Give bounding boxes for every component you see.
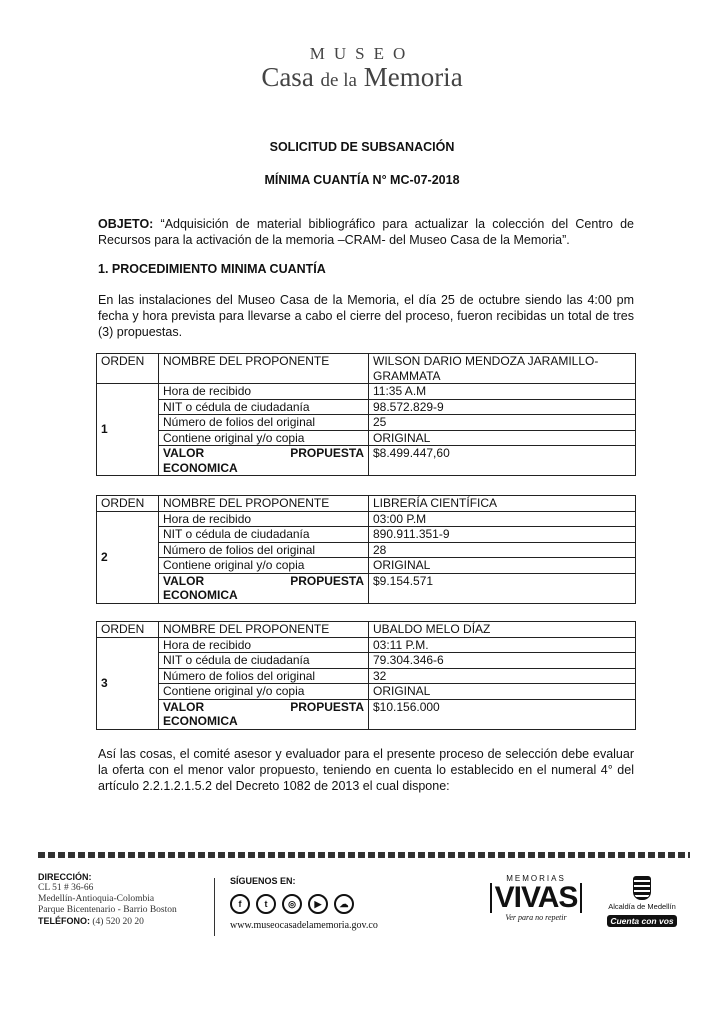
economica-word: ECONOMICA <box>163 588 238 602</box>
proponent-name: WILSON DARIO MENDOZA JARAMILLO- GRAMMATA <box>369 354 636 384</box>
valor-word: VALOR <box>163 573 205 588</box>
crest-icon <box>633 876 651 900</box>
logo-main-text <box>0 62 724 93</box>
economica-word: ECONOMICA <box>163 714 238 728</box>
nit-label: NIT o cédula de ciudadanía <box>159 653 369 669</box>
proposal-table-1 <box>96 353 636 476</box>
hora-label: Hora de recibido <box>159 637 369 653</box>
orden-header: ORDEN <box>97 622 159 638</box>
logo-top-text: MUSEO <box>309 44 415 63</box>
nit-value: 890.911.351-9 <box>369 527 636 543</box>
folios-value: 32 <box>369 668 636 684</box>
museum-logo <box>0 44 724 93</box>
section-heading: 1. PROCEDIMIENTO MINIMA CUANTÍA <box>98 262 326 276</box>
table-row <box>97 354 636 384</box>
memorias-vivas-logo <box>490 874 582 922</box>
address-line: Parque Bicentenario - Barrio Boston <box>38 905 177 915</box>
valor-label <box>159 699 369 729</box>
nombre-header: NOMBRE DEL PROPONENTE <box>159 622 369 638</box>
table-row <box>97 558 636 574</box>
table-row <box>97 699 636 729</box>
contiene-label: Contiene original y/o copia <box>159 558 369 574</box>
address-line: CL 51 # 36-66 <box>38 883 94 893</box>
logo-word-dela: de la <box>320 70 357 91</box>
table-row <box>97 684 636 700</box>
nombre-header: NOMBRE DEL PROPONENTE <box>159 354 369 384</box>
nit-label: NIT o cédula de ciudadanía <box>159 399 369 415</box>
table-row <box>97 430 636 446</box>
valor-value: $9.154.571 <box>369 573 636 603</box>
table-row <box>97 399 636 415</box>
table-row <box>97 496 636 512</box>
orden-header: ORDEN <box>97 354 159 384</box>
document-subtitle: MÍNIMA CUANTÍA N° MC-07-2018 <box>264 173 460 187</box>
document-title: SOLICITUD DE SUBSANACIÓN <box>269 140 455 154</box>
logo-word-memoria: Memoria <box>363 62 463 92</box>
proposal-table-2 <box>96 495 636 604</box>
table-row <box>97 511 636 527</box>
proposal-table-3 <box>96 621 636 730</box>
contiene-value: ORIGINAL <box>369 558 636 574</box>
objeto-label: OBJETO: <box>98 217 154 231</box>
memorias-label: MEMORIAS <box>506 874 566 883</box>
objeto-paragraph <box>98 216 634 248</box>
address-line: Medellín-Antioquia-Colombia <box>38 894 155 904</box>
valor-word: VALOR <box>163 446 205 460</box>
instagram-icon[interactable]: ◎ <box>282 894 302 914</box>
table-row <box>97 446 636 476</box>
folios-label: Número de folios del original <box>159 415 369 431</box>
economica-word: ECONOMICA <box>163 460 238 475</box>
hora-label: Hora de recibido <box>159 384 369 400</box>
memorias-slogan: Ver para no repetir <box>505 913 567 922</box>
footer-address <box>38 872 177 928</box>
valor-word: VALOR <box>163 699 205 714</box>
nit-label: NIT o cédula de ciudadanía <box>159 527 369 543</box>
folios-label: Número de folios del original <box>159 542 369 558</box>
orden-number: 3 <box>97 637 159 729</box>
table-row <box>97 622 636 638</box>
table-row <box>97 527 636 543</box>
hora-label: Hora de recibido <box>159 511 369 527</box>
orden-number: 2 <box>97 511 159 603</box>
contiene-value: ORIGINAL <box>369 430 636 446</box>
alcaldia-logo <box>594 876 690 929</box>
proponent-name: LIBRERÍA CIENTÍFICA <box>369 496 636 512</box>
folios-value: 25 <box>369 415 636 431</box>
folios-value: 28 <box>369 542 636 558</box>
footer-divider <box>38 852 690 858</box>
hora-value: 11:35 A.M <box>369 384 636 400</box>
website-link[interactable]: www.museocasadelamemoria.gov.co <box>230 920 378 931</box>
telefono-label: TELÉFONO: <box>38 916 90 926</box>
soundcloud-icon[interactable]: ☁ <box>334 894 354 914</box>
telefono-line <box>38 916 177 928</box>
table-row <box>97 573 636 603</box>
valor-value: $10.156.000 <box>369 699 636 729</box>
table-row <box>97 637 636 653</box>
proponent-name: UBALDO MELO DÍAZ <box>369 622 636 638</box>
table-row <box>97 668 636 684</box>
twitter-icon[interactable]: t <box>256 894 276 914</box>
propuesta-word: PROPUESTA <box>290 446 364 460</box>
logo-word-casa: Casa <box>261 62 314 92</box>
intro-paragraph: En las instalaciones del Museo Casa de la Memoria, el día 25 de octubre siendo las 4:00 pm fecha y hora prevista para llevarse a cabo el cierre del proceso, fueron recibidas un total de tres (3) propuestas. <box>98 293 634 339</box>
folios-label: Número de folios del original <box>159 668 369 684</box>
footer-social <box>230 876 378 931</box>
direccion-label: DIRECCIÓN: <box>38 872 92 882</box>
contiene-label: Contiene original y/o copia <box>159 684 369 700</box>
alcaldia-slogan: Cuenta con vos <box>607 915 676 927</box>
table-row <box>97 653 636 669</box>
contiene-value: ORIGINAL <box>369 684 636 700</box>
social-icons <box>230 894 378 914</box>
table-row <box>97 542 636 558</box>
nit-value: 79.304.346-6 <box>369 653 636 669</box>
youtube-icon[interactable]: ▶ <box>308 894 328 914</box>
vivas-label: VIVAS <box>490 883 582 913</box>
table-row <box>97 415 636 431</box>
valor-label <box>159 573 369 603</box>
orden-number: 1 <box>97 384 159 476</box>
propuesta-word: PROPUESTA <box>290 699 364 714</box>
contiene-label: Contiene original y/o copia <box>159 430 369 446</box>
propuesta-word: PROPUESTA <box>290 573 364 588</box>
alcaldia-name: Alcaldía de Medellín <box>608 902 676 911</box>
footer-separator <box>214 878 215 936</box>
nit-value: 98.572.829-9 <box>369 399 636 415</box>
footer <box>38 872 690 942</box>
telefono-value: (4) 520 20 20 <box>90 917 144 927</box>
hora-value: 03:11 P.M. <box>369 637 636 653</box>
objeto-text: “Adquisición de material bibliográfico para actualizar la colección del Centro de Recursos para la activación de la memoria –CRAM- del Museo Casa de la Memoria”. <box>98 217 634 247</box>
closing-paragraph: Así las cosas, el comité asesor y evaluador para el presente proceso de selección debe evaluar la oferta con el menor valor propuesto, teniendo en cuenta lo establecido en el numeral 4° del artículo 2.2.1.2.1.5.2 del Decreto 1082 de 2013 el cual dispone: <box>98 747 634 793</box>
siguenos-label: SÍGUENOS EN: <box>230 876 296 886</box>
valor-label <box>159 446 369 476</box>
nombre-header: NOMBRE DEL PROPONENTE <box>159 496 369 512</box>
table-row <box>97 384 636 400</box>
facebook-icon[interactable]: f <box>230 894 250 914</box>
hora-value: 03:00 P.M <box>369 511 636 527</box>
valor-value: $8.499.447,60 <box>369 446 636 476</box>
orden-header: ORDEN <box>97 496 159 512</box>
